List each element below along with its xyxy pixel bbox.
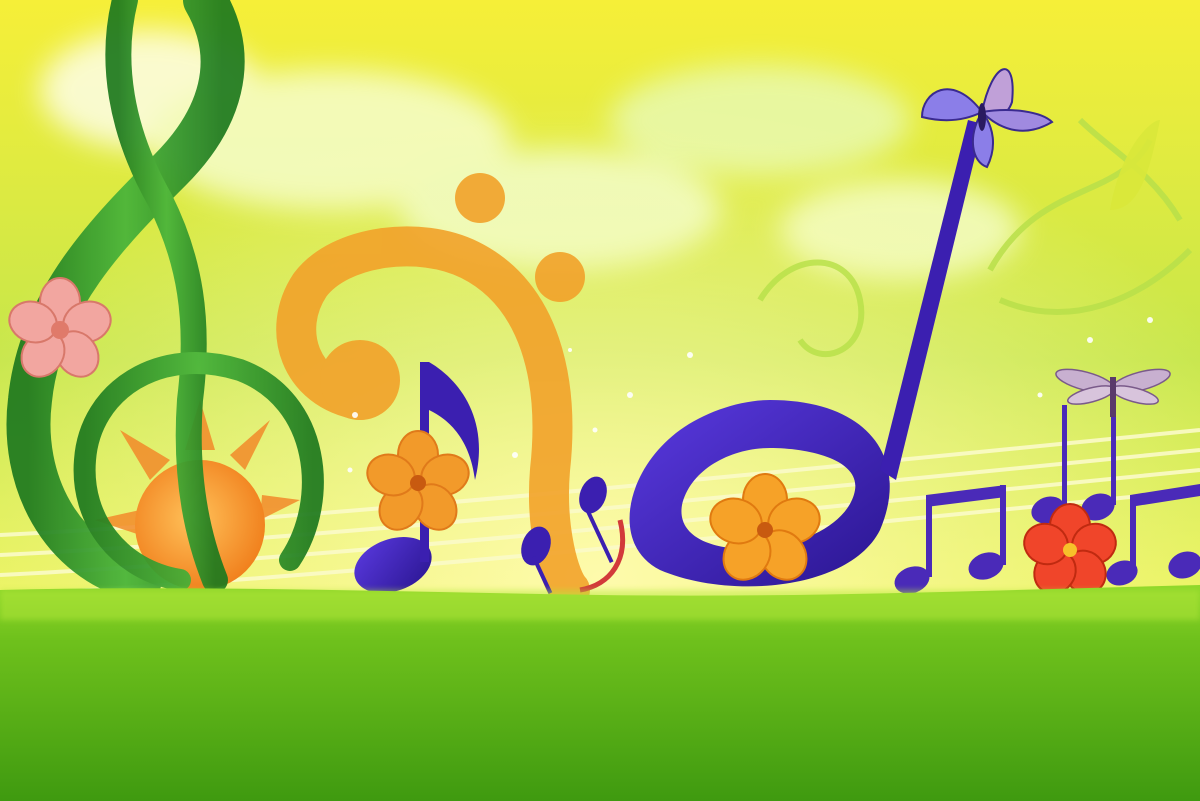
grass-field (0, 585, 1200, 801)
